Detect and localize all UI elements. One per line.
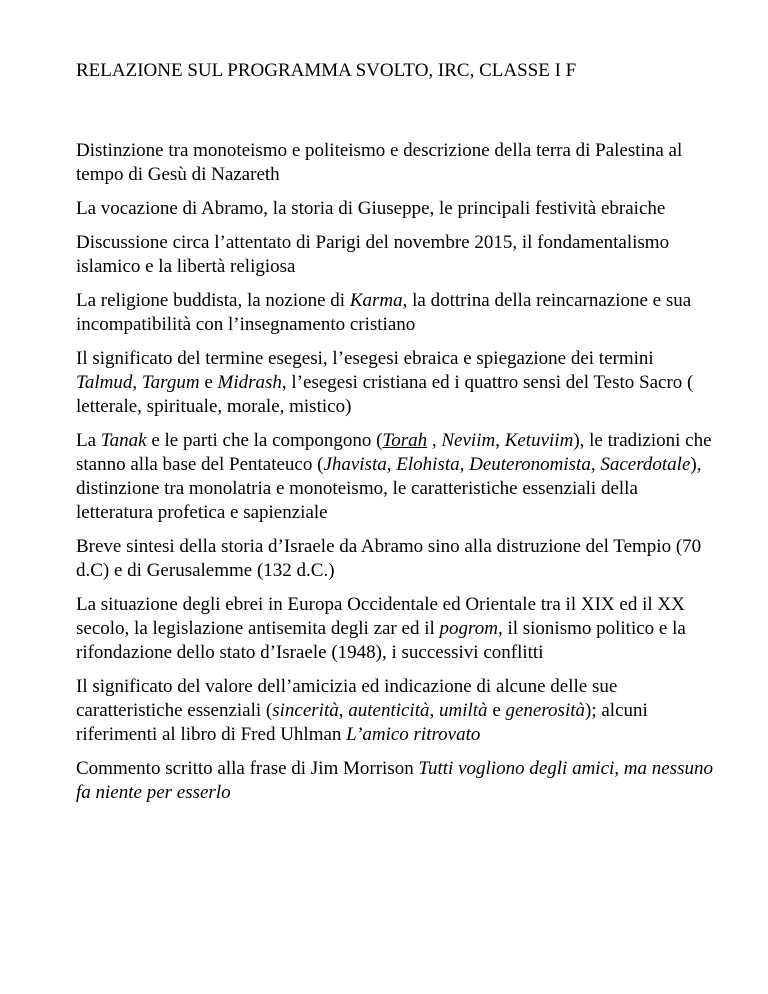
program-item-text: e (199, 372, 218, 393)
program-item-text: pogrom (439, 618, 498, 639)
program-item-text: ), le tradizioni che stanno alla base del Pentateuco ( (76, 430, 712, 475)
program-item-text: e (487, 700, 506, 721)
program-item-text: , (386, 454, 397, 475)
program-item-text: Talmud (76, 372, 133, 393)
program-item-text: Commento scritto alla frase di Jim Morrison (76, 758, 419, 779)
program-item-text: sincerità (272, 700, 339, 721)
program-item-text: Torah (382, 430, 428, 451)
program-item-text: Breve sintesi della storia d’Israele da Abramo sino alla distruzione del Tempio (70 d.C) e di Gerusalemme (132 d.C.) (76, 536, 702, 581)
program-item-text: Deuteronomista (469, 454, 591, 475)
program-item (76, 535, 716, 583)
program-item-text: , l’esegesi cristiana ed i quattro sensi del Testo Sacro ( letterale, spirituale, morale, mistico) (76, 372, 694, 417)
document-page (76, 0, 716, 815)
program-item-text: L’amico ritrovato (346, 724, 481, 745)
program-item-text: Ketuviim (504, 430, 574, 451)
program-item (76, 139, 716, 187)
program-item-text: Distinzione tra monoteismo e politeismo e descrizione della terra di Palestina al tempo di Gesù di Nazareth (76, 140, 683, 185)
program-item-text: Il significato del termine esegesi, l’esegesi ebraica e spiegazione dei termini (76, 348, 654, 369)
program-item (76, 593, 716, 665)
program-item-text: Jhavista (323, 454, 387, 475)
program-item (76, 347, 716, 419)
program-item (76, 197, 716, 221)
program-item-text: ); alcuni riferimenti al libro di Fred Uhlman (76, 700, 648, 745)
program-item-text: , il sionismo politico e la rifondazione dello stato d’Israele (1948), i successivi conflitti (76, 618, 686, 663)
program-item (76, 757, 716, 805)
program-item-text: umiltà (439, 700, 488, 721)
program-item-text: Sacerdotale (600, 454, 691, 475)
program-item-text: Midrash (217, 372, 282, 393)
program-item-text: generosità (505, 700, 586, 721)
program-item-text: , la dottrina della reincarnazione e sua incompatibilità con l’insegnamento cristiano (76, 290, 692, 335)
program-item (76, 429, 716, 525)
program-item (76, 231, 716, 279)
program-item-text: Discussione circa l’attentato di Parigi del novembre 2015, il fondamentalismo islamico e la libertà religiosa (76, 232, 670, 277)
program-item-text: , (427, 430, 442, 451)
program-item-text: , (590, 454, 601, 475)
program-item-text: Tutti vogliono degli amici, ma nessuno fa niente per esserlo (76, 758, 713, 803)
program-item-text: e le parti che la compongono ( (146, 430, 383, 451)
program-item-text: La (76, 430, 101, 451)
program-item-text: La vocazione di Abramo, la storia di Giuseppe, le principali festività ebraiche (76, 198, 666, 219)
program-item-text: autenticità (348, 700, 430, 721)
program-item-text: Il significato del valore dell’amicizia ed indicazione di alcune delle sue caratteristiche essenziali ( (76, 676, 618, 721)
program-item (76, 675, 716, 747)
program-item-text: Tanak (100, 430, 147, 451)
program-item-text: Karma (349, 290, 403, 311)
program-item-text: , (429, 700, 439, 721)
program-item-text: Elohista (396, 454, 460, 475)
program-item-text: La religione buddista, la nozione di (76, 290, 350, 311)
program-item-text: Neviim (441, 430, 496, 451)
program-item-text: ), distinzione tra monolatria e monoteismo, le caratteristiche essenziali della letteratura profetica e sapienziale (76, 454, 702, 523)
program-item-text: , (459, 454, 470, 475)
program-list (76, 139, 716, 805)
program-item-text: , (132, 372, 142, 393)
program-item-text: La situazione degli ebrei in Europa Occidentale ed Orientale tra il XIX ed il XX secolo, la legislazione antisemita degli zar ed il (76, 594, 685, 639)
program-item (76, 289, 716, 337)
program-item-text: , (495, 430, 505, 451)
document-title: RELAZIONE SUL PROGRAMMA SVOLTO, IRC, CLASSE I F (76, 60, 577, 81)
program-item-text: Targum (141, 372, 200, 393)
program-item-text: , (338, 700, 349, 721)
